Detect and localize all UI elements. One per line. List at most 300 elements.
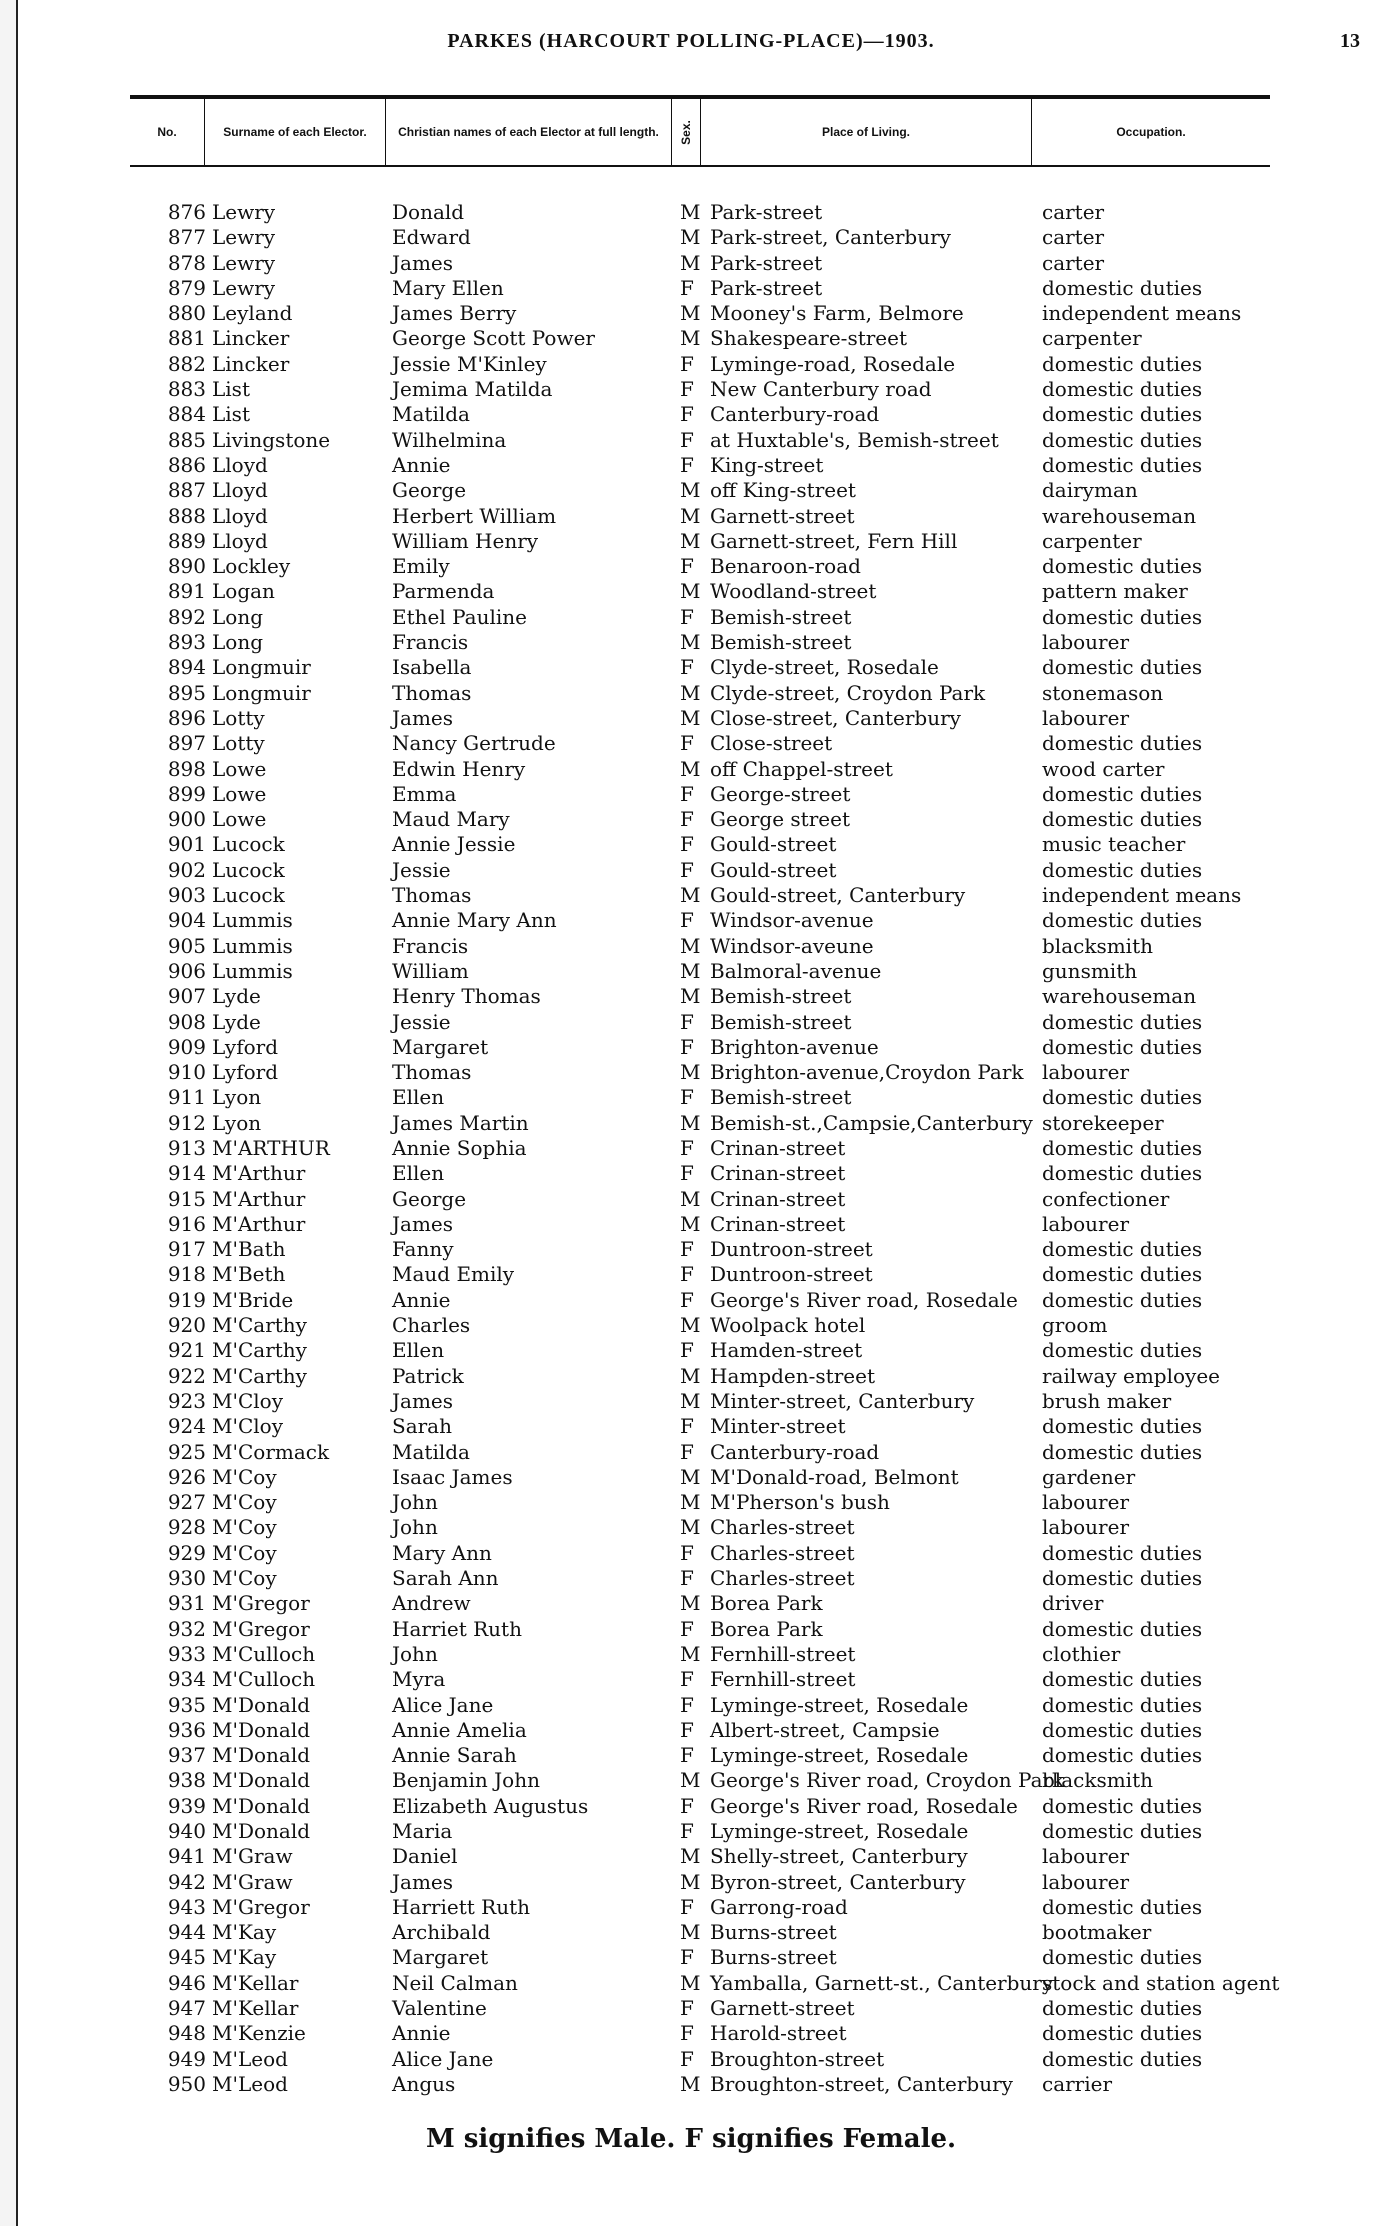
elector-sex: F (680, 908, 694, 933)
elector-place: Brighton-avenue (710, 1034, 879, 1059)
elector-christian-names: Harriett Ruth (392, 1894, 531, 1919)
table-row (130, 1237, 1280, 1262)
elector-christian-names: Annie Jessie (392, 832, 516, 857)
elector-place: Crinan-street (710, 1186, 846, 1211)
elector-occupation: carter (1042, 250, 1105, 275)
elector-surname: M'Donald (212, 1819, 311, 1843)
elector-occupation: domestic duties (1042, 1616, 1203, 1641)
elector-place: Brighton-avenue,Croydon Park (710, 1060, 1024, 1085)
elector-place: Harold-street (710, 2021, 847, 2046)
elector-occupation: domestic duties (1042, 1439, 1203, 1464)
elector-surname: M'Donald (212, 1743, 311, 1768)
elector-sex: F (680, 1262, 694, 1287)
elector-christian-names: Jemima Matilda (392, 377, 553, 402)
elector-sex: M (680, 1186, 701, 1211)
elector-surname: M'Kellar (212, 1970, 299, 1995)
elector-number: 897 (167, 731, 206, 756)
elector-sex: M (680, 1844, 701, 1869)
elector-surname: M'Gregor (212, 1616, 310, 1641)
elector-occupation: domestic duties (1042, 1262, 1203, 1287)
elector-christian-names: Ellen (392, 1161, 445, 1186)
table-row (130, 858, 1280, 883)
elector-place: Duntroon-street (710, 1262, 873, 1287)
elector-place: King-street (710, 452, 824, 477)
column-header-occupation: Occupation. (1031, 99, 1270, 165)
elector-christian-names: Annie Sophia (392, 1135, 527, 1160)
elector-sex: M (680, 756, 701, 781)
elector-christian-names: Ethel Pauline (392, 604, 527, 629)
elector-christian-names: Edward (392, 225, 471, 250)
elector-occupation: carter (1042, 225, 1105, 250)
elector-christian-names: Charles (392, 1313, 471, 1338)
elector-number: 899 (167, 781, 206, 806)
elector-christian-names: James Berry (392, 301, 517, 326)
elector-surname: M'Kenzie (212, 2021, 306, 2046)
elector-place: Crinan-street (710, 1211, 846, 1236)
elector-sex: F (680, 2046, 694, 2071)
table-row (130, 1085, 1280, 1110)
table-row (130, 1945, 1280, 1970)
table-row (130, 1010, 1280, 1035)
elector-occupation: gardener (1042, 1464, 1136, 1489)
elector-place: Bemish-street (710, 630, 852, 655)
table-row (130, 352, 1280, 377)
table-row (130, 326, 1280, 351)
elector-place: Charles-street (710, 1515, 855, 1540)
elector-number: 919 (167, 1287, 206, 1312)
table-row (130, 453, 1280, 478)
elector-occupation: domestic duties (1042, 1566, 1203, 1591)
table-row (130, 1617, 1280, 1642)
elector-place: Duntroon-street (710, 1237, 873, 1262)
elector-sex: F (680, 1566, 694, 1591)
elector-christian-names: James (392, 1388, 454, 1413)
elector-number: 939 (167, 1793, 206, 1818)
elector-occupation: storekeeper (1042, 1110, 1164, 1135)
elector-christian-names: Edwin Henry (392, 756, 526, 781)
elector-occupation: domestic duties (1042, 1692, 1203, 1717)
elector-christian-names: Ellen (392, 1085, 445, 1110)
elector-occupation: labourer (1042, 1211, 1130, 1236)
elector-sex: F (680, 781, 694, 806)
elector-place: Fernhill-street (710, 1641, 856, 1666)
elector-number: 926 (167, 1464, 206, 1489)
table-row (130, 1136, 1280, 1161)
elector-place: Gould-street (710, 832, 837, 857)
elector-sex: M (680, 1060, 701, 1085)
elector-number: 941 (167, 1844, 206, 1869)
elector-occupation: domestic duties (1042, 1996, 1203, 2021)
elector-christian-names: Annie Amelia (392, 1717, 527, 1742)
elector-occupation: labourer (1042, 630, 1130, 655)
elector-number: 894 (167, 655, 206, 680)
elector-christian-names: Herbert William (392, 503, 557, 528)
elector-number: 904 (167, 908, 206, 933)
table-row (130, 504, 1280, 529)
elector-sex: F (680, 1717, 694, 1742)
elector-place: Clyde-street, Rosedale (710, 655, 939, 680)
elector-sex: M (680, 250, 701, 275)
table-row (130, 605, 1280, 630)
elector-surname: Lotty (212, 731, 265, 756)
elector-place: Garnett-street, Fern Hill (710, 528, 958, 553)
table-header (130, 95, 1270, 167)
elector-number: 888 (167, 503, 206, 528)
elector-number: 922 (167, 1363, 206, 1388)
elector-christian-names: Thomas (392, 680, 472, 705)
elector-place: Windsor-avenue (710, 908, 874, 933)
column-header-sex-label: Sex. (678, 119, 693, 145)
table-row (130, 731, 1280, 756)
elector-sex: F (680, 1819, 694, 1843)
elector-place: Clyde-street, Croydon Park (710, 680, 986, 705)
elector-occupation: domestic duties (1042, 1414, 1203, 1439)
elector-occupation: domestic duties (1042, 377, 1203, 402)
elector-place: Bemish-street (710, 1009, 852, 1034)
elector-sex: M (680, 958, 701, 983)
elector-sex: M (680, 1768, 701, 1793)
elector-sex: M (680, 1211, 701, 1236)
elector-christian-names: James (392, 705, 454, 730)
elector-occupation: domestic duties (1042, 807, 1203, 832)
elector-number: 896 (167, 705, 206, 730)
elector-surname: Lyde (212, 984, 261, 1009)
elector-surname: Lucock (212, 832, 285, 857)
elector-place: Canterbury-road (710, 402, 880, 427)
elector-number: 898 (167, 756, 206, 781)
elector-sex: M (680, 1110, 701, 1135)
elector-surname: M'Cloy (212, 1388, 284, 1413)
elector-christian-names: George (392, 1186, 467, 1211)
elector-surname: Lucock (212, 883, 285, 908)
elector-number: 901 (167, 832, 206, 857)
elector-number: 933 (167, 1641, 206, 1666)
elector-christian-names: James (392, 250, 454, 275)
table-row (130, 934, 1280, 959)
elector-occupation: domestic duties (1042, 2021, 1203, 2046)
elector-sex: F (680, 1439, 694, 1464)
elector-surname: Lowe (212, 807, 267, 832)
elector-occupation: domestic duties (1042, 781, 1203, 806)
elector-number: 948 (167, 2021, 206, 2046)
elector-occupation: domestic duties (1042, 731, 1203, 756)
elector-surname: Lyford (212, 1060, 279, 1085)
elector-christian-names: Nancy Gertrude (392, 731, 556, 756)
elector-place: New Canterbury road (710, 377, 932, 402)
table-row (130, 529, 1280, 554)
elector-christian-names: Myra (392, 1667, 446, 1692)
elector-surname: Lummis (212, 933, 293, 958)
elector-surname: M'Arthur (212, 1161, 306, 1186)
table-row (130, 1743, 1280, 1768)
elector-number: 928 (167, 1515, 206, 1540)
elector-place: Lyminge-road, Rosedale (710, 351, 956, 376)
elector-number: 932 (167, 1616, 206, 1641)
elector-place: Borea Park (710, 1591, 823, 1616)
table-row (130, 1111, 1280, 1136)
elector-surname: M'Carthy (212, 1338, 307, 1363)
elector-place: Byron-street, Canterbury (710, 1869, 966, 1894)
elector-occupation: warehouseman (1042, 503, 1197, 528)
elector-sex: M (680, 478, 701, 503)
table-row (130, 251, 1280, 276)
table-row (130, 478, 1280, 503)
table-row (130, 807, 1280, 832)
elector-sex: F (680, 452, 694, 477)
elector-number: 931 (167, 1591, 206, 1616)
elector-surname: M'Kay (212, 1920, 277, 1945)
elector-occupation: independent means (1042, 883, 1242, 908)
elector-sex: F (680, 655, 694, 680)
table-row (130, 1490, 1280, 1515)
elector-occupation: stonemason (1042, 680, 1164, 705)
elector-christian-names: Daniel (392, 1844, 458, 1869)
table-row (130, 1693, 1280, 1718)
elector-sex: M (680, 1970, 701, 1995)
elector-place: Lyminge-street, Rosedale (710, 1743, 969, 1768)
elector-christian-names: Henry Thomas (392, 984, 541, 1009)
elector-surname: M'Arthur (212, 1211, 306, 1236)
elector-place: Benaroon-road (710, 554, 861, 579)
elector-surname: M'Graw (212, 1869, 293, 1894)
elector-christian-names: Margaret (392, 1945, 489, 1970)
elector-number: 929 (167, 1540, 206, 1565)
elector-number: 895 (167, 680, 206, 705)
elector-place: Hamden-street (710, 1338, 863, 1363)
elector-number: 905 (167, 933, 206, 958)
elector-christian-names: Annie Sarah (392, 1743, 517, 1768)
elector-place: Bemish-street (710, 604, 852, 629)
elector-occupation: domestic duties (1042, 1793, 1203, 1818)
elector-number: 914 (167, 1161, 206, 1186)
elector-surname: Long (212, 604, 264, 629)
elector-christian-names: Donald (392, 200, 465, 224)
elector-surname: M'Carthy (212, 1363, 307, 1388)
elector-sex: M (680, 225, 701, 250)
elector-surname: List (212, 402, 250, 427)
elector-surname: M'Coy (212, 1464, 277, 1489)
elector-occupation: domestic duties (1042, 402, 1203, 427)
table-row (130, 579, 1280, 604)
table-row (130, 2021, 1280, 2046)
elector-sex: M (680, 503, 701, 528)
table-row (130, 1541, 1280, 1566)
table-row (130, 2047, 1280, 2072)
elector-surname: M'Carthy (212, 1313, 307, 1338)
table-row (130, 377, 1280, 402)
elector-sex: M (680, 933, 701, 958)
elector-surname: Leyland (212, 301, 293, 326)
table-row (130, 832, 1280, 857)
table-row (130, 1642, 1280, 1667)
elector-sex: F (680, 1414, 694, 1439)
elector-occupation: carpenter (1042, 528, 1142, 553)
elector-place: Minter-street, Canterbury (710, 1388, 975, 1413)
table-row (130, 554, 1280, 579)
elector-sex: F (680, 1743, 694, 1768)
elector-sex: F (680, 1338, 694, 1363)
elector-christian-names: Mary Ann (392, 1540, 492, 1565)
elector-number: 891 (167, 579, 206, 604)
elector-number: 913 (167, 1135, 206, 1160)
table-row (130, 757, 1280, 782)
elector-occupation: music teacher (1042, 832, 1186, 857)
elector-surname: M'Beth (212, 1262, 286, 1287)
elector-sex: F (680, 1034, 694, 1059)
elector-number: 930 (167, 1566, 206, 1591)
elector-number: 927 (167, 1490, 206, 1515)
elector-surname: Lockley (212, 554, 291, 579)
elector-place: Lyminge-street, Rosedale (710, 1692, 969, 1717)
elector-place: Charles-street (710, 1566, 855, 1591)
elector-number: 906 (167, 958, 206, 983)
elector-sex: F (680, 402, 694, 427)
elector-sex: F (680, 1945, 694, 1970)
elector-christian-names: Isaac James (392, 1464, 513, 1489)
elector-place: Garnett-street (710, 1996, 855, 2021)
elector-place: Albert-street, Campsie (710, 1717, 940, 1742)
elector-surname: Lewry (212, 225, 276, 250)
elector-number: 889 (167, 528, 206, 553)
elector-number: 880 (167, 301, 206, 326)
elector-christian-names: Annie Mary Ann (392, 908, 557, 933)
table-row (130, 2072, 1280, 2097)
elector-occupation: labourer (1042, 1869, 1130, 1894)
elector-christian-names: Sarah Ann (392, 1566, 499, 1591)
elector-sex: M (680, 1388, 701, 1413)
elector-place: George-street (710, 781, 851, 806)
elector-sex: M (680, 1641, 701, 1666)
elector-place: Balmoral-avenue (710, 958, 882, 983)
page-number: 13 (1340, 30, 1360, 52)
elector-place: off Chappel-street (710, 756, 893, 781)
elector-occupation: domestic duties (1042, 275, 1203, 300)
elector-place: George street (710, 807, 850, 832)
elector-number: 949 (167, 2046, 206, 2071)
elector-number: 943 (167, 1894, 206, 1919)
column-header-number: No. (157, 124, 177, 139)
elector-christian-names: Maud Emily (392, 1262, 515, 1287)
elector-number: 915 (167, 1186, 206, 1211)
elector-occupation: domestic duties (1042, 427, 1203, 452)
elector-number: 910 (167, 1060, 206, 1085)
elector-occupation: pattern maker (1042, 579, 1188, 604)
elector-sex: F (680, 1667, 694, 1692)
elector-christian-names: Valentine (392, 1996, 487, 2021)
elector-place: Bemish-street (710, 984, 852, 1009)
elector-place: Bemish-st.,Campsie,Canterbury (710, 1110, 1033, 1135)
elector-number: 877 (167, 225, 206, 250)
elector-sex: F (680, 1135, 694, 1160)
elector-occupation: carter (1042, 200, 1105, 224)
elector-sex: F (680, 1161, 694, 1186)
elector-christian-names: John (392, 1490, 438, 1515)
table-row (130, 402, 1280, 427)
elector-place: Park-street (710, 275, 823, 300)
elector-sex: F (680, 554, 694, 579)
elector-occupation: railway employee (1042, 1363, 1220, 1388)
table-row (130, 1364, 1280, 1389)
elector-place: George's River road, Rosedale (710, 1793, 1018, 1818)
elector-christian-names: Maria (392, 1819, 453, 1843)
table-row (130, 1161, 1280, 1186)
elector-surname: Lloyd (212, 503, 268, 528)
elector-place: Lyminge-street, Rosedale (710, 1819, 969, 1843)
table-row (130, 630, 1280, 655)
elector-sex: F (680, 351, 694, 376)
elector-sex: M (680, 1490, 701, 1515)
elector-occupation: gunsmith (1042, 958, 1138, 983)
elector-place: George's River road, Rosedale (710, 1287, 1018, 1312)
elector-sex: M (680, 984, 701, 1009)
elector-surname: Lewry (212, 200, 276, 224)
elector-surname: M'Donald (212, 1768, 311, 1793)
table-row (130, 1794, 1280, 1819)
elector-christian-names: Sarah (392, 1414, 452, 1439)
elector-surname: Lloyd (212, 452, 268, 477)
elector-sex: F (680, 857, 694, 882)
elector-number: 923 (167, 1388, 206, 1413)
elector-number: 924 (167, 1414, 206, 1439)
elector-christian-names: Margaret (392, 1034, 489, 1059)
elector-number: 876 (167, 200, 206, 224)
elector-sex: M (680, 1515, 701, 1540)
elector-place: Canterbury-road (710, 1439, 880, 1464)
elector-surname: Lloyd (212, 528, 268, 553)
elector-number: 916 (167, 1211, 206, 1236)
table-row (130, 1060, 1280, 1085)
elector-number: 942 (167, 1869, 206, 1894)
elector-number: 893 (167, 630, 206, 655)
elector-place: M'Donald-road, Belmont (710, 1464, 959, 1489)
elector-christian-names: Andrew (392, 1591, 471, 1616)
elector-place: George's River road, Croydon Park (710, 1768, 1065, 1793)
table-row (130, 1338, 1280, 1363)
elector-place: Garnett-street (710, 503, 855, 528)
elector-sex: M (680, 630, 701, 655)
elector-christian-names: Francis (392, 933, 469, 958)
elector-surname: M'Culloch (212, 1641, 316, 1666)
elector-sex: M (680, 326, 701, 351)
elector-sex: F (680, 275, 694, 300)
elector-number: 886 (167, 452, 206, 477)
elector-place: Mooney's Farm, Belmore (710, 301, 964, 326)
elector-occupation: domestic duties (1042, 1540, 1203, 1565)
elector-sex: F (680, 832, 694, 857)
elector-surname: M'Donald (212, 1692, 311, 1717)
elector-surname: M'Coy (212, 1515, 277, 1540)
elector-occupation: domestic duties (1042, 1161, 1203, 1186)
elector-place: Woolpack hotel (710, 1313, 866, 1338)
table-row (130, 1591, 1280, 1616)
elector-sex: M (680, 1591, 701, 1616)
elector-christian-names: Matilda (392, 1439, 470, 1464)
table-row (130, 200, 1280, 225)
elector-christian-names: Annie (392, 1287, 451, 1312)
elector-occupation: carrier (1042, 2071, 1113, 2096)
elector-surname: M'Bath (212, 1237, 286, 1262)
elector-christian-names: Isabella (392, 655, 472, 680)
elector-sex: F (680, 1540, 694, 1565)
elector-number: 884 (167, 402, 206, 427)
elector-number: 938 (167, 1768, 206, 1793)
elector-number: 900 (167, 807, 206, 832)
elector-sex: M (680, 200, 701, 224)
elector-occupation: independent means (1042, 301, 1242, 326)
elector-surname: Lincker (212, 326, 290, 351)
elector-surname: M'Bride (212, 1287, 294, 1312)
elector-sex: M (680, 1363, 701, 1388)
